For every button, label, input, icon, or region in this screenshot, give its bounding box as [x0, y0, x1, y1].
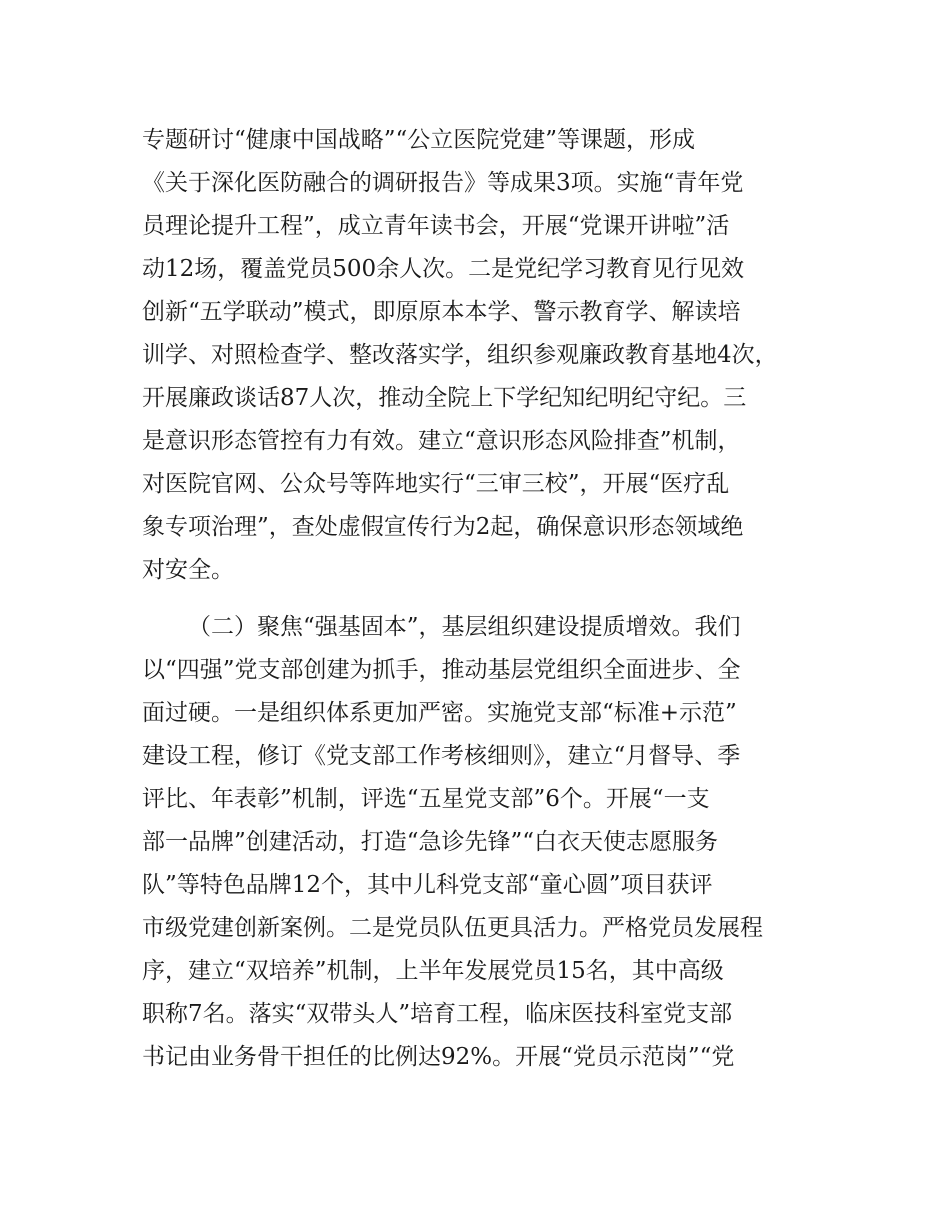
paragraph-line: 对医院官网、公众号等阵地实行“三审三校”，开展“医疗乱 [142, 471, 730, 497]
paragraph-line: 书记由业务骨干担任的比例达92%。开展“党员示范岗”“党 [142, 1044, 735, 1070]
paragraph-line: 《关于深化医防融合的调研报告》等成果3项。实施“青年党 [142, 170, 744, 196]
paragraph-line: 动12场，覆盖党员500余人次。二是党纪学习教育见行见效 [142, 256, 745, 282]
paragraph-line: 员理论提升工程”，成立青年读书会，开展“党课开讲啦”活 [142, 213, 730, 239]
paragraph-line: 面过硬。一是组织体系更加严密。实施党支部“标准+示范” [142, 700, 737, 726]
paragraph-line: 以“四强”党支部创建为抓手，推动基层党组织全面进步、全 [142, 657, 741, 683]
paragraph-line: 是意识形态管控有力有效。建立“意识形态风险排查”机制， [142, 428, 741, 454]
paragraph-line: 评比、年表彰”机制，评选“五星党支部”6个。开展“一支 [142, 786, 710, 812]
paragraph-line: 序，建立“双培养”机制，上半年发展党员15名，其中高级 [142, 958, 724, 984]
paragraph-line: 象专项治理”，查处虚假宣传行为2起，确保意识形态领域绝 [142, 514, 744, 540]
paragraph-line: 队”等特色品牌12个，其中儿科党支部“童心圆”项目获评 [142, 872, 713, 898]
section-heading-line: （二）聚焦“强基固本”，基层组织建设提质增效。我们 [188, 614, 741, 640]
paragraph-line: 建设工程，修订《党支部工作考核细则》，建立“月督导、季 [142, 743, 741, 769]
paragraph-line: 训学、对照检查学、整改落实学，组织参观廉政教育基地4次， [142, 342, 778, 368]
paragraph-line: 职称7名。落实“双带头人”培育工程，临床医技科室党支部 [142, 1001, 733, 1027]
paragraph-line: 专题研讨“健康中国战略”“公立医院党建”等课题，形成 [142, 127, 696, 153]
paragraph-line: 部一品牌”创建活动，打造“急诊先锋”“白衣天使志愿服务 [142, 829, 719, 855]
paragraph-line: 创新“五学联动”模式，即原原本本学、警示教育学、解读培 [142, 299, 741, 325]
paragraph-line: 市级党建创新案例。二是党员队伍更具活力。严格党员发展程 [142, 915, 763, 941]
paragraph-line: 开展廉政谈话87人次，推动全院上下学纪知纪明纪守纪。三 [142, 385, 747, 411]
paragraph-line: 对安全。 [142, 557, 234, 583]
